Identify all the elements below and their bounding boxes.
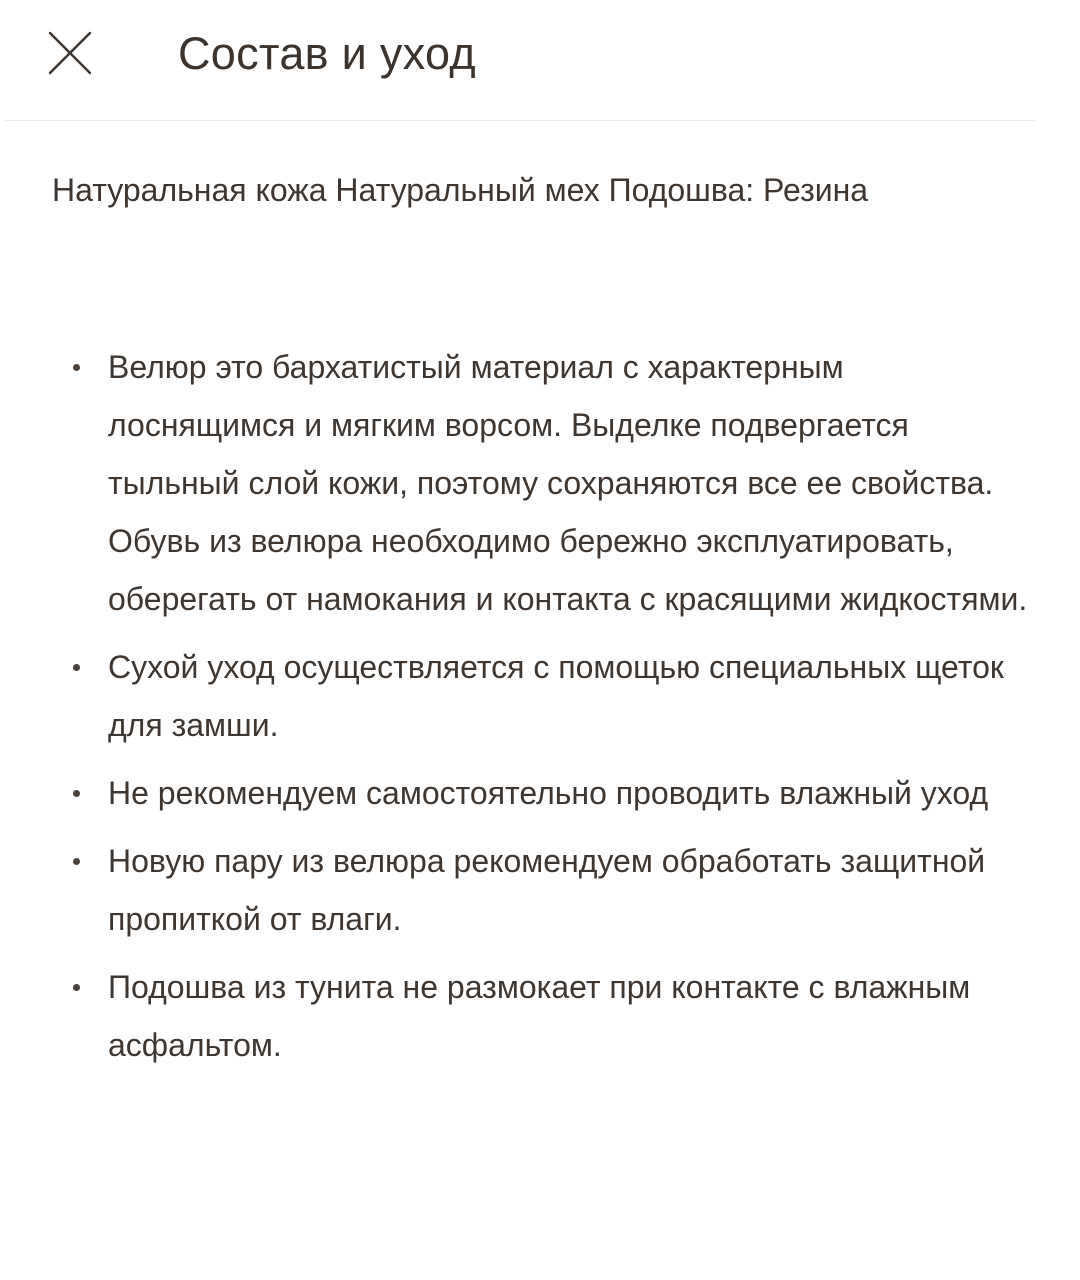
bullet-icon — [73, 984, 80, 991]
bullet-icon — [73, 858, 80, 865]
bullet-icon — [73, 364, 80, 371]
list-item-text: Новую пару из велюра рекомендуем обработать защитной пропиткой от влаги. — [108, 843, 986, 937]
list-item-text: Не рекомендуем самостоятельно проводить влажный уход — [108, 775, 989, 811]
list-item-text: Подошва из тунита не размокает при контакте с влажным асфальтом. — [108, 969, 971, 1063]
close-button[interactable] — [44, 27, 100, 81]
list-item-text: Велюр это бархатистый материал с характерным лоснящимся и мягким ворсом. Выделке подвергается тыльный слой кожи, поэтому сохраняются все ее свойства. Обувь из велюра необходимо бережно эксплуатировать, оберегать от намокания и контакта с красящими жидкостями. — [108, 349, 1028, 617]
list-item-text: Сухой уход осуществляется с помощью специальных щеток для замши. — [108, 649, 1004, 743]
composition-text: Натуральная кожа Натуральный мех Подошва: Резина — [52, 172, 869, 208]
list-item — [0, 338, 1080, 628]
care-instructions-list — [0, 338, 1080, 1084]
list-item — [0, 832, 1080, 948]
header-divider — [3, 120, 1037, 121]
page-title: Состав и уход — [178, 28, 476, 79]
modal-header — [0, 0, 1080, 120]
list-item — [0, 764, 1080, 822]
close-icon — [44, 27, 100, 81]
list-item — [0, 958, 1080, 1074]
list-item — [0, 638, 1080, 754]
bullet-icon — [73, 664, 80, 671]
bullet-icon — [73, 790, 80, 797]
